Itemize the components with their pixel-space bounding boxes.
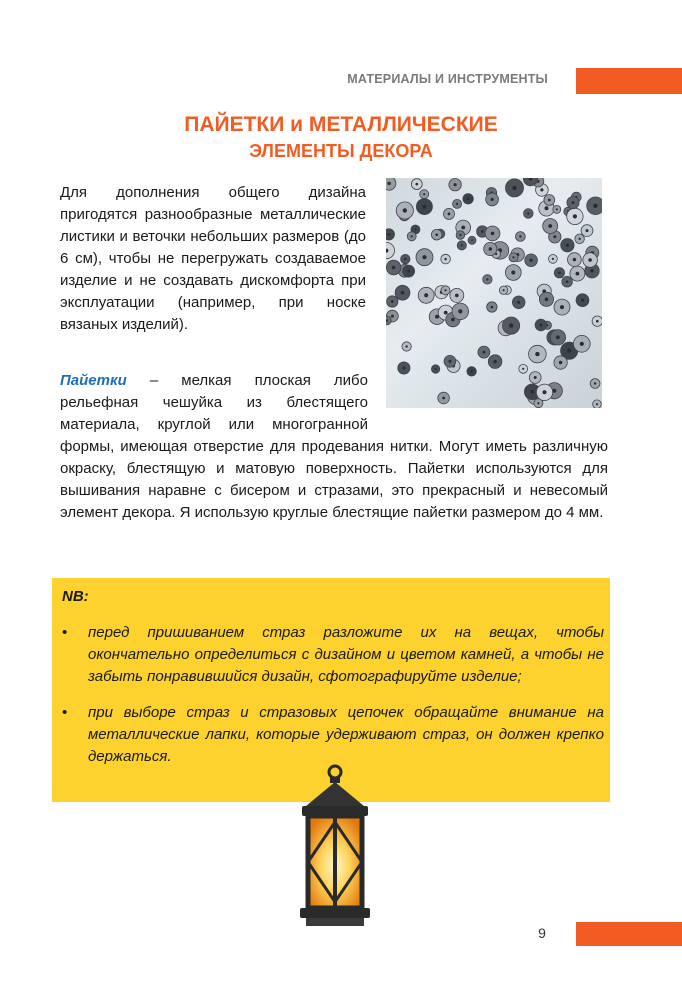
sequin-hole bbox=[545, 298, 549, 302]
sequin-hole bbox=[567, 349, 571, 353]
paillettes-paragraph bbox=[60, 370, 608, 524]
sequin-hole bbox=[401, 291, 405, 295]
paillettes-term: Пайетки bbox=[60, 372, 127, 389]
sequin-hole bbox=[423, 193, 425, 195]
sequin-hole bbox=[572, 201, 575, 204]
sequin-hole bbox=[458, 309, 462, 313]
sequin-hole bbox=[566, 244, 569, 247]
sequin-hole bbox=[491, 232, 495, 236]
intro-paragraph: Для дополнения общего дизайна пригодятся разнообразные металлические листики и веточки небольших размеров (до 6 см), чтобы не перегружать создаваемое изделие и не создавать дискомфорта при эксплуатации (например, при носке вязаных изделий). bbox=[60, 184, 366, 333]
nb-item-text: перед пришиванием страз разложите их на вещах, чтобы окончательно определиться с дизайном и цветом камней, а чтобы не забыть понравившийся дизайн, сфотографируйте изделие; bbox=[88, 624, 604, 685]
sequin-hole bbox=[491, 198, 494, 201]
sequin-hole bbox=[444, 311, 448, 315]
sequin-hole bbox=[581, 299, 584, 302]
sequin-hole bbox=[588, 258, 592, 262]
page-title-line1: ПАЙЕТКИ и МЕТАЛЛИЧЕСКИЕ bbox=[184, 113, 498, 136]
section-header: МАТЕРИАЛЫ И ИНСТРУМЕНТЫ bbox=[347, 72, 548, 86]
sequin-hole bbox=[481, 230, 484, 233]
sequin-hole bbox=[519, 235, 521, 237]
bullet-icon: • bbox=[62, 704, 68, 721]
sequin-hole bbox=[553, 235, 556, 238]
page-title-line2: ЭЛЕМЕНТЫ ДЕКОРА bbox=[249, 141, 433, 161]
sequin-hole bbox=[405, 345, 407, 347]
sequin-hole bbox=[576, 272, 580, 276]
sequin-hole bbox=[503, 289, 505, 291]
sequin-hole bbox=[467, 198, 470, 201]
lantern-icon bbox=[292, 762, 378, 932]
page-number: 9 bbox=[538, 925, 546, 941]
sequin-hole bbox=[391, 300, 394, 303]
sequin-hole bbox=[454, 183, 457, 186]
sequin-hole bbox=[424, 293, 428, 297]
sequin-hole bbox=[596, 320, 599, 323]
sequin-hole bbox=[461, 244, 463, 246]
sequin-hole bbox=[444, 289, 446, 291]
sequin-hole bbox=[560, 305, 564, 309]
sequin-hole bbox=[556, 208, 558, 210]
sequin-hole bbox=[545, 206, 549, 210]
sequin-hole bbox=[580, 342, 584, 346]
sequin-hole bbox=[491, 306, 494, 309]
page-title bbox=[60, 112, 622, 164]
sequin-hole bbox=[573, 214, 577, 218]
sequin-hole bbox=[411, 235, 413, 237]
sequin-hole bbox=[471, 239, 473, 241]
nb-item-text: при выборе страз и стразовых цепочек обращайте внимание на металлические лапки, которые удерживают страз, он должен крепко держаться. bbox=[88, 704, 604, 765]
sequin-hole bbox=[459, 234, 461, 236]
sequin-hole bbox=[422, 255, 426, 259]
sequin-hole bbox=[414, 228, 416, 230]
sequin-hole bbox=[509, 323, 513, 327]
sequin-hole bbox=[578, 238, 580, 240]
sequin-hole bbox=[517, 301, 520, 304]
sequin-hole bbox=[493, 360, 496, 363]
sequin-hole bbox=[586, 229, 589, 232]
sequin-hole bbox=[444, 258, 446, 260]
sequin-hole bbox=[435, 233, 438, 236]
sequin-hole bbox=[451, 318, 455, 322]
sequin-hole bbox=[448, 360, 451, 363]
sequin-hole bbox=[590, 269, 594, 273]
sequin-hole bbox=[387, 182, 390, 185]
sequin-hole bbox=[556, 335, 560, 339]
sequin-hole bbox=[540, 324, 543, 327]
sequin-hole bbox=[548, 199, 551, 202]
sequin-hole bbox=[403, 208, 407, 212]
sequin-hole bbox=[530, 259, 533, 262]
sequin-hole bbox=[416, 183, 419, 186]
sequin-hole bbox=[392, 266, 396, 270]
sequin-hole bbox=[535, 352, 539, 356]
sequin-hole bbox=[573, 258, 576, 261]
sequin-hole bbox=[422, 205, 426, 209]
sequin-hole bbox=[489, 247, 492, 250]
sequin-hole bbox=[552, 258, 554, 260]
sequin-hole bbox=[593, 204, 597, 208]
sequin-hole bbox=[559, 361, 562, 364]
bullet-icon: • bbox=[62, 624, 68, 641]
sequin-hole bbox=[461, 226, 465, 230]
sequin-hole bbox=[448, 213, 451, 216]
sequin-hole bbox=[482, 351, 485, 354]
sequin-hole bbox=[512, 186, 516, 190]
nb-list bbox=[60, 622, 604, 782]
sequin-hole bbox=[388, 233, 391, 236]
sequin-hole bbox=[511, 271, 515, 275]
sequin-hole bbox=[527, 212, 529, 214]
sequin-hole bbox=[455, 294, 459, 298]
sequin-hole bbox=[540, 188, 543, 191]
photo-wrap-spacer bbox=[368, 370, 608, 436]
sequin-shape bbox=[386, 178, 396, 190]
sequin-hole bbox=[486, 278, 488, 280]
nb-item bbox=[60, 622, 604, 688]
nb-title: NB: bbox=[62, 588, 89, 605]
sequin-hole bbox=[566, 280, 569, 283]
section-tab-bottom bbox=[576, 922, 682, 946]
sequin-hole bbox=[456, 203, 458, 205]
sequin-hole bbox=[407, 270, 410, 273]
nb-item bbox=[60, 702, 604, 768]
sequin-hole bbox=[548, 224, 552, 228]
sequin-hole bbox=[558, 272, 561, 275]
sequin-hole bbox=[404, 258, 406, 260]
paillettes-definition: – мелкая плоская либо рельефная чешуйка из блестящего материала, круглой или многогранной формы, имеющая отверстие для продевания нитки. Могут иметь различную окраску, блестящую и матовую поверхность. Пайетки используются для вышивания наравне с бисером и стразами, это прекрасный и невесомый элемент декора. Я использую круглые блестящие пайетки размером до 4 мм. bbox=[60, 372, 608, 521]
section-tab-top bbox=[576, 68, 682, 94]
sequin-hole bbox=[391, 315, 394, 318]
sequin-hole bbox=[512, 256, 514, 258]
